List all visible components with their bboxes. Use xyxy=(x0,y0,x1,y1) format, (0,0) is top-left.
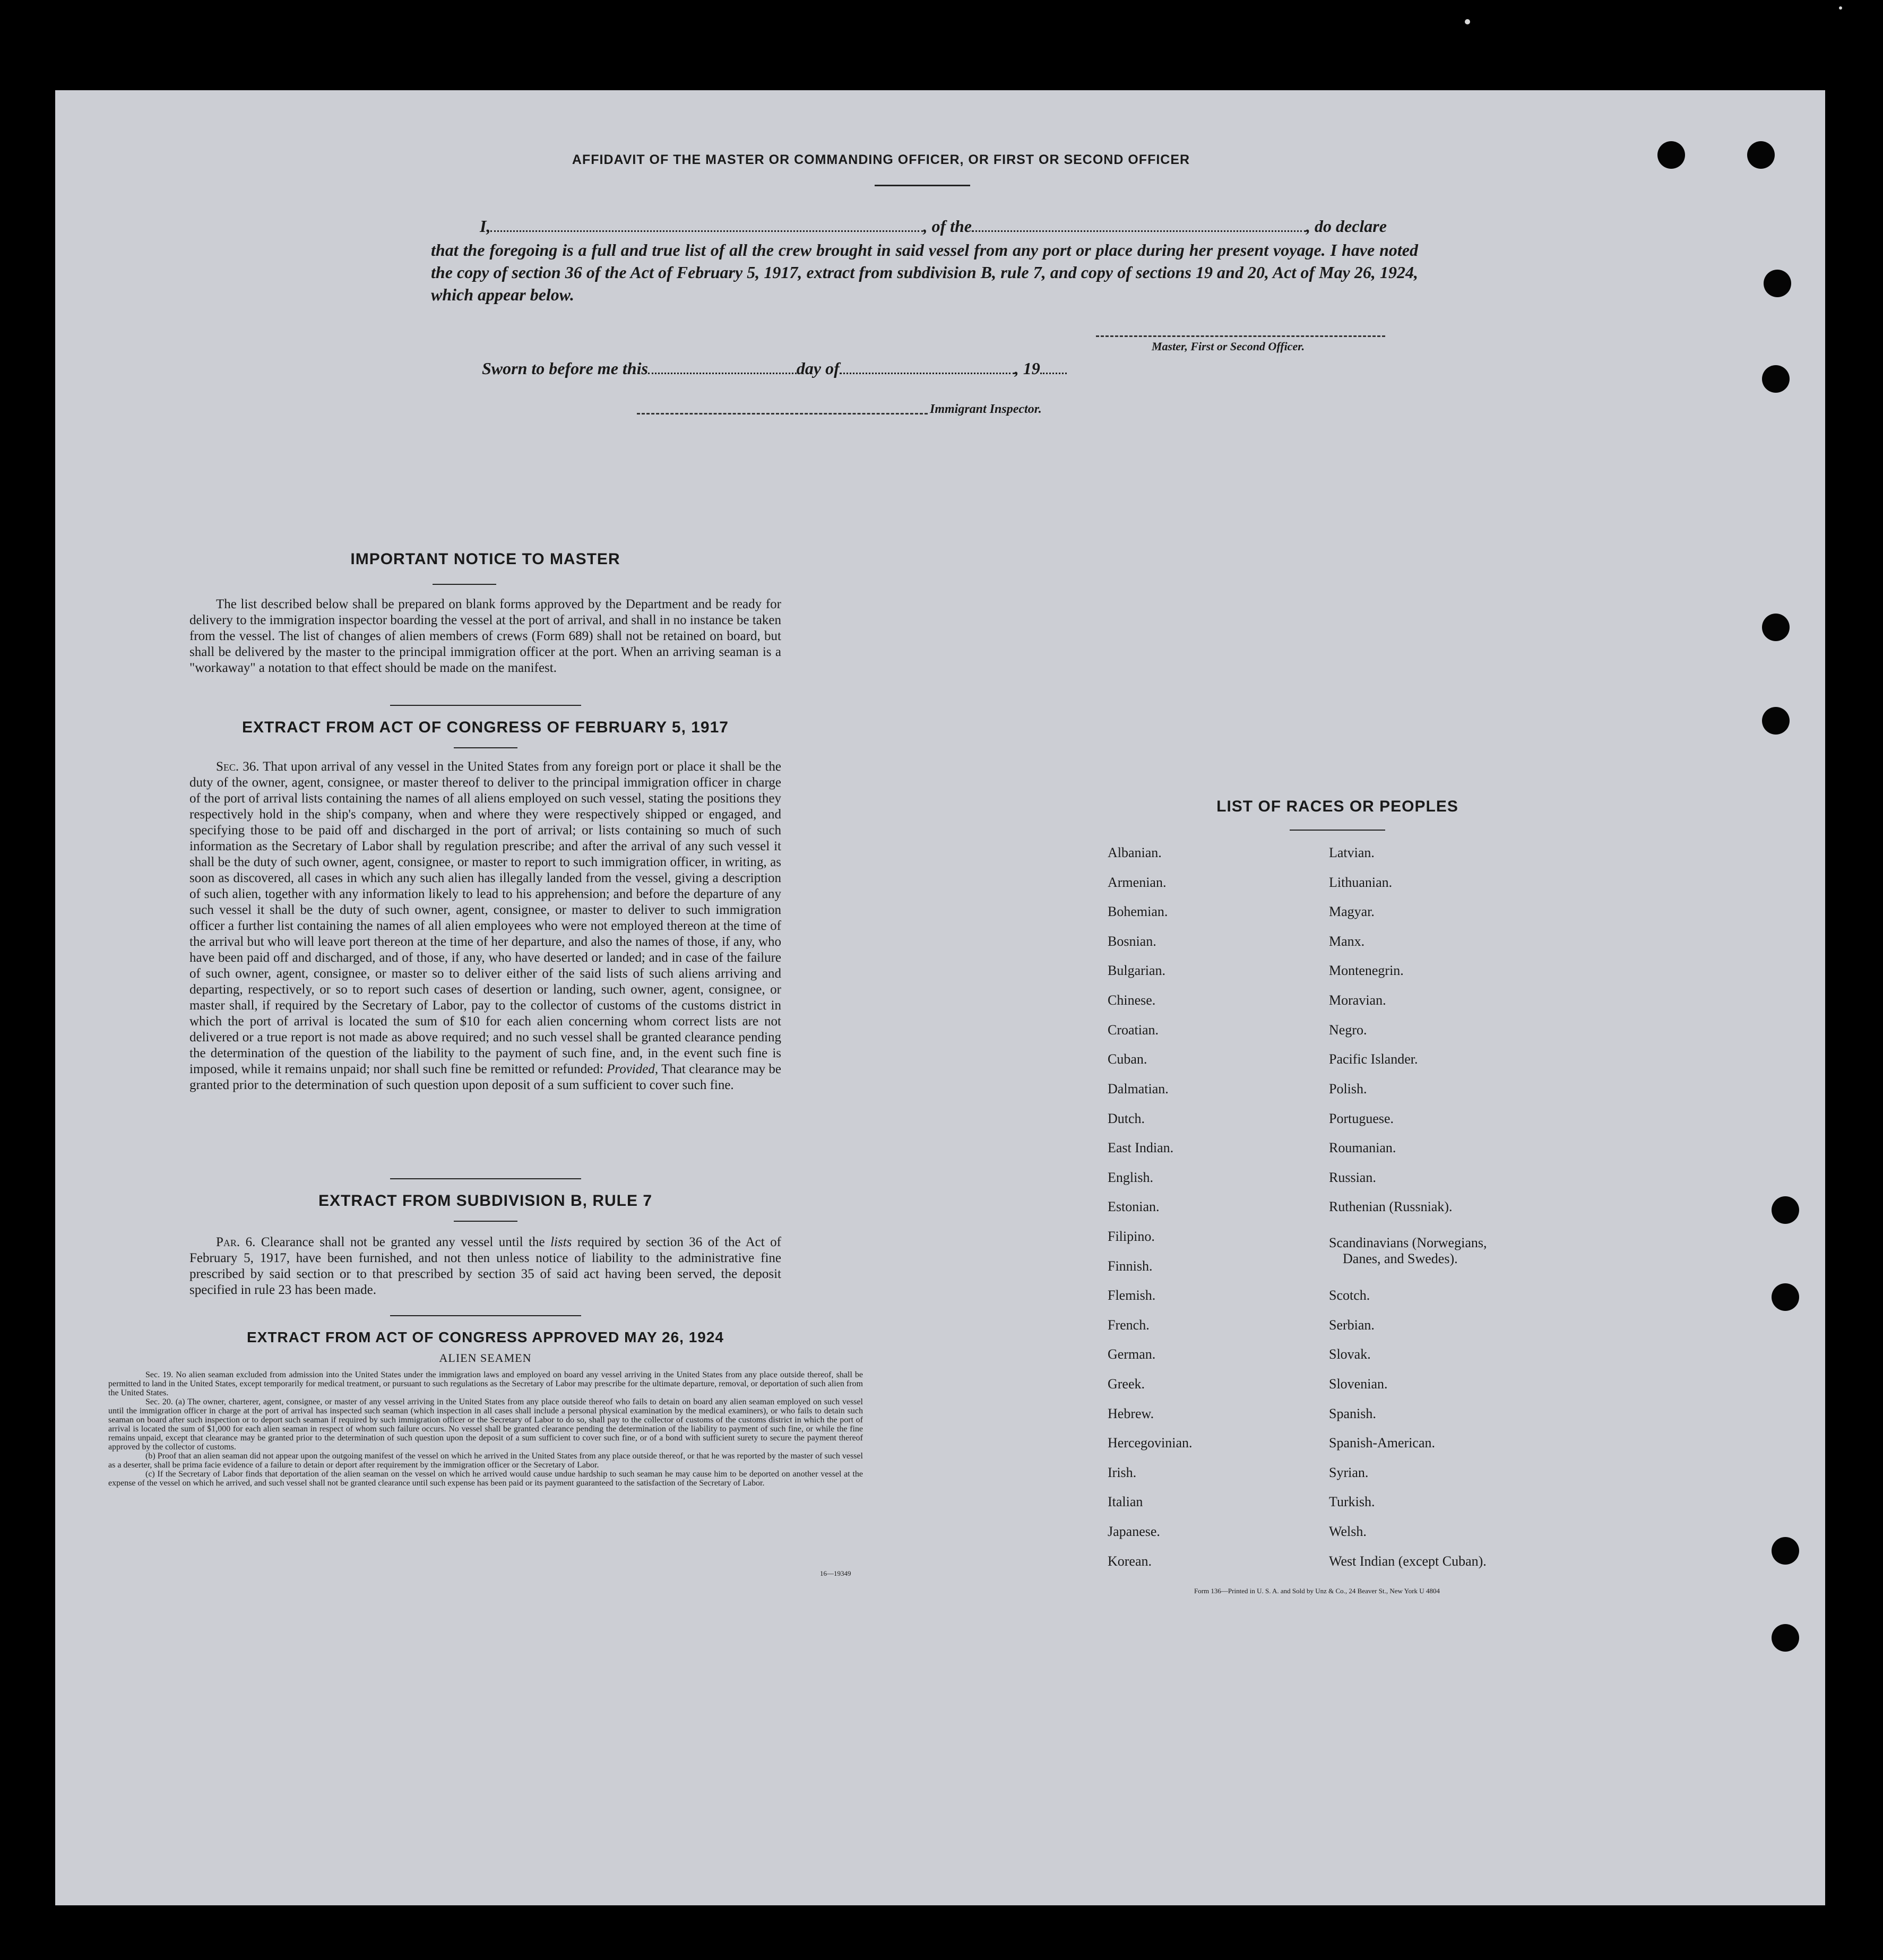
divider xyxy=(454,747,517,748)
race-item: Armenian. xyxy=(1108,875,1167,890)
race-item: Chinese. xyxy=(1108,992,1156,1008)
race-item: Serbian. xyxy=(1329,1317,1375,1333)
race-item: Slovak. xyxy=(1329,1346,1371,1362)
sworn-label: Sworn to before me this xyxy=(482,359,648,378)
day-field[interactable] xyxy=(648,358,797,374)
divider xyxy=(390,1178,581,1179)
race-item: Roumanian. xyxy=(1329,1140,1396,1155)
punch-hole xyxy=(1772,1624,1799,1652)
name-field[interactable] xyxy=(490,215,923,232)
race-item: Scotch. xyxy=(1329,1288,1370,1303)
title-rule xyxy=(875,185,970,186)
race-item: Latvian. xyxy=(1329,845,1375,860)
punch-hole xyxy=(1762,365,1790,393)
par-6-text-a: Clearance shall not be granted any vessel until the xyxy=(261,1235,545,1249)
declarant-line xyxy=(431,214,1418,238)
race-item: German. xyxy=(1108,1346,1156,1362)
race-item: Portuguese. xyxy=(1329,1111,1394,1126)
punch-hole xyxy=(1657,141,1685,169)
notice-title: IMPORTANT NOTICE TO MASTER xyxy=(350,550,620,568)
sec-20a-text: Sec. 20. (a) The owner, charterer, agent, consignee, or master of any vessel arriving in the United States from any place outside thereof who fails to detain on board any alien seaman employed on such vessel until the immigration officer in charge at the port of arrival has inspected such seaman (which inspection in all cases shall include a personal physical examination by the medical examiners), or who fails to detain such seaman on board after such inspection or to deport such seaman if required by such immigration officer or the Secretary of Labor to do so, shall pay to the collector of customs of the customs district in which the port of arrival is located the sum of $1,000 for each alien seaman in respect of whom such failure occurs. No vessel shall be granted clearance pending the determination of the liability to payment of such fine, or while the fine remains unpaid, except that clearance may be granted prior to the determination of such question upon the deposit of a sum sufficient to cover such fine, or of a bond with sufficient surety to secure the payment thereof approved by the collector of customs. xyxy=(108,1397,863,1452)
extract-1917-title: EXTRACT FROM ACT OF CONGRESS OF FEBRUARY 5, 1917 xyxy=(242,719,729,736)
lists-label: lists xyxy=(550,1235,572,1249)
race-item: Spanish-American. xyxy=(1329,1435,1436,1450)
race-item: Albanian. xyxy=(1108,845,1162,860)
race-item: Ruthenian (Russniak). xyxy=(1329,1199,1453,1214)
extract-1924-body xyxy=(108,1370,863,1488)
race-item: Greek. xyxy=(1108,1376,1145,1392)
inspector-line[interactable] xyxy=(637,413,928,415)
race-item: Irish. xyxy=(1108,1465,1137,1480)
sec-36-end: That clearance may be granted prior to the determination of such question upon deposit of a sum sufficient to cover such fine. xyxy=(189,1062,781,1092)
punch-hole xyxy=(1762,614,1790,641)
race-item: Dutch. xyxy=(1108,1111,1145,1126)
sec-36-label: Sec. 36. xyxy=(216,759,260,774)
race-item: Syrian. xyxy=(1329,1465,1369,1480)
races-title: LIST OF RACES OR PEOPLES xyxy=(1216,798,1458,815)
sec-19-text: Sec. 19. No alien seaman excluded from admission into the United States under the immigration laws and employed on board any vessel arriving in the United States from any place outside thereof, shall be permitted to land in the United States, except temporarily for medical treatment, or pursuant to such regulations as the Secretary of Labor may prescribe for the ultimate departure, removal, or deportation of such alien from the United States. xyxy=(108,1370,863,1397)
par-6-text-b: required by section 36 of the Act of February 5, 1917, have been furnished, and not then unless notice of liability to the administrative fine prescribed by said section or to that prescribed by section 35 of said act having been served, the deposit specified in rule 23 has been made. xyxy=(189,1235,781,1297)
race-item: Bulgarian. xyxy=(1108,963,1166,978)
race-item: Russian. xyxy=(1329,1170,1376,1185)
race-item: Filipino. xyxy=(1108,1229,1155,1244)
race-item: Pacific Islander. xyxy=(1329,1051,1418,1067)
inspector-label: Immigrant Inspector. xyxy=(930,402,1042,416)
race-item: Scandinavians (Norwegians, xyxy=(1329,1235,1487,1250)
month-field[interactable] xyxy=(840,358,1015,374)
notice-text: The list described below shall be prepared on blank forms approved by the Department and be ready for delivery to the immigration inspector boarding the vessel at the port of arrival, and shall in no instance be taken from the vessel. The list of changes of alien members of crews (Form 689) shall not be retained on board, but shall be delivered by the master to the principal immigration officer at the port. When an arriving seaman is a "workaway" a notation to that effect should be made on the manifest. xyxy=(189,597,781,675)
scan-speck xyxy=(1839,6,1842,10)
affidavit-title: AFFIDAVIT OF THE MASTER OR COMMANDING OFFICER, OR FIRST OR SECOND OFFICER xyxy=(572,152,1190,167)
divider xyxy=(433,584,496,585)
provided-label: Provided, xyxy=(607,1062,659,1076)
race-item: Italian xyxy=(1108,1494,1143,1509)
race-item: West Indian (except Cuban). xyxy=(1329,1553,1487,1569)
race-item: Croatian. xyxy=(1108,1022,1159,1038)
year-field[interactable] xyxy=(1040,358,1067,374)
race-item: Finnish. xyxy=(1108,1258,1153,1274)
race-item: English. xyxy=(1108,1170,1153,1185)
race-item: Cuban. xyxy=(1108,1051,1147,1067)
race-item: Lithuanian. xyxy=(1329,875,1393,890)
punch-hole xyxy=(1772,1283,1799,1311)
alien-seamen-subtitle: ALIEN SEAMEN xyxy=(439,1351,532,1365)
race-item: Turkish. xyxy=(1329,1494,1375,1509)
race-item: Spanish. xyxy=(1329,1406,1376,1421)
punch-hole xyxy=(1747,141,1775,169)
race-item: Magyar. xyxy=(1329,904,1375,919)
extract-rule7-title: EXTRACT FROM SUBDIVISION B, RULE 7 xyxy=(318,1192,653,1210)
race-item: Montenegrin. xyxy=(1329,963,1404,978)
sec-36-body: That upon arrival of any vessel in the United States from any foreign port or place it shall be the duty of the owner, agent, consignee, or master thereof to deliver to the principal immigration officer in charge of the port of arrival lists containing the names of all aliens employed on such vessel, stating the positions they respectively hold in the ship's company, when and where they were respectively shipped or engaged, and specifying those to be paid off and discharged in the port of arrival; or lists containing so much of such information as the Secretary of Labor shall by regulation prescribe; and after the arrival of any such vessel it shall be the duty of such owner, agent, consignee, or master to report to such immigration officer, in writing, as soon as discovered, all cases in which any such alien has illegally landed from the vessel, giving a description of such alien, together with any information likely to lead to his apprehension; and before the departure of any such vessel it shall be the duty of such owner, agent, consignee, or master to deliver to such immigration officer a further list containing the names of all alien employees who were not employed thereon at the time of the arrival but who will leave port thereon at the time of her departure, and also the names of those, if any, who have been paid off and discharged, and of those, if any, who have deserted or landed; and in case of the failure of such owner, agent, consignee, or master so to deliver either of the said lists of such aliens arriving and departing, respectively, or so to report such cases of desertion or landing, such owner, agent, consignee, or master shall, if required by the Secretary of Labor, pay to the collector of customs of the customs district in which the port of arrival is located the sum of $10 for each alien concerning whom correct lists are not delivered or a true report is not made as above required; and no such vessel shall be granted clearance pending the determination of the question of the liability to the payment of such fine, and, in the event such fine is imposed, while it remains unpaid; nor shall such fine be remitted or refunded: xyxy=(189,759,781,1076)
race-item: Manx. xyxy=(1329,934,1365,949)
race-item: Welsh. xyxy=(1329,1524,1367,1539)
sec-20c-text: (c) If the Secretary of Labor finds that deportation of the alien seaman on the vessel on which he arrived would cause undue hardship to such seaman he may cause him to be deported on another vessel at the expense of the vessel on which he arrived, and such vessel shall not be granted clearance until such expense has been paid or its payment guaranteed to the satisfaction of the Secretary of Labor. xyxy=(108,1470,863,1488)
race-item: Korean. xyxy=(1108,1553,1152,1569)
day-of-label: day of xyxy=(796,359,840,378)
form-code: 16—19349 xyxy=(820,1569,851,1577)
do-declare-label: , do declare xyxy=(1306,217,1387,236)
race-item: Flemish. xyxy=(1108,1288,1156,1303)
divider xyxy=(454,1221,517,1222)
affidavit-statement: that the foregoing is a full and true list of all the crew brought in said vessel from any port or place during her present voyage. I have noted the copy of section 36 of the Act of February 5, 1917, extract from subdivision B, rule 7, and copy of sections 19 and 20, Act of May 26, 1924, which appear below. xyxy=(431,240,1418,304)
punch-hole xyxy=(1772,1537,1799,1565)
punch-hole xyxy=(1764,270,1791,297)
par-6-label: Par. 6. xyxy=(216,1235,256,1249)
race-item: Estonian. xyxy=(1108,1199,1160,1214)
extract-rule7-text xyxy=(189,1234,781,1298)
extract-1924-title: EXTRACT FROM ACT OF CONGRESS APPROVED MAY 26, 1924 xyxy=(247,1329,724,1345)
race-item: Negro. xyxy=(1329,1022,1367,1038)
i-label: I, xyxy=(480,217,491,236)
race-item: Slovenian. xyxy=(1329,1376,1388,1392)
divider xyxy=(1290,830,1385,831)
extract-1917-text xyxy=(189,759,781,1093)
race-item: Bosnian. xyxy=(1108,934,1156,949)
punch-hole xyxy=(1772,1196,1799,1224)
punch-hole xyxy=(1762,707,1790,735)
printer-imprint: Form 136—Printed in U. S. A. and Sold by Unz & Co., 24 Beaver St., New York U 4804 xyxy=(1194,1587,1440,1595)
race-item: Dalmatian. xyxy=(1108,1081,1169,1096)
scan-speck xyxy=(1465,19,1470,24)
race-item: Bohemian. xyxy=(1108,904,1168,919)
race-item: Danes, and Swedes). xyxy=(1343,1251,1458,1266)
sworn-line xyxy=(431,357,1418,380)
race-item: Moravian. xyxy=(1329,992,1386,1008)
race-item: Polish. xyxy=(1329,1081,1367,1096)
race-item: East Indian. xyxy=(1108,1140,1174,1155)
of-the-label: , of the xyxy=(923,217,972,236)
race-item: Hercegovinian. xyxy=(1108,1435,1193,1450)
race-item: French. xyxy=(1108,1317,1150,1333)
race-item: Japanese. xyxy=(1108,1524,1160,1539)
sec-20b-text: (b) Proof that an alien seaman did not appear upon the outgoing manifest of the vessel on which he arrived in the United States from any place outside thereof, or that he was reported by the master of such vessel as a deserter, shall be prima facie evidence of a failure to detain or deport after requirement by the immigration officer or the Secretary of Labor. xyxy=(108,1452,863,1470)
signature-line[interactable] xyxy=(1096,335,1385,337)
race-item: Hebrew. xyxy=(1108,1406,1154,1421)
vessel-field[interactable] xyxy=(972,215,1306,232)
signature-label: Master, First or Second Officer. xyxy=(1152,340,1305,353)
divider xyxy=(390,705,581,706)
year-label: , 19 xyxy=(1014,359,1040,378)
divider xyxy=(390,1315,581,1316)
